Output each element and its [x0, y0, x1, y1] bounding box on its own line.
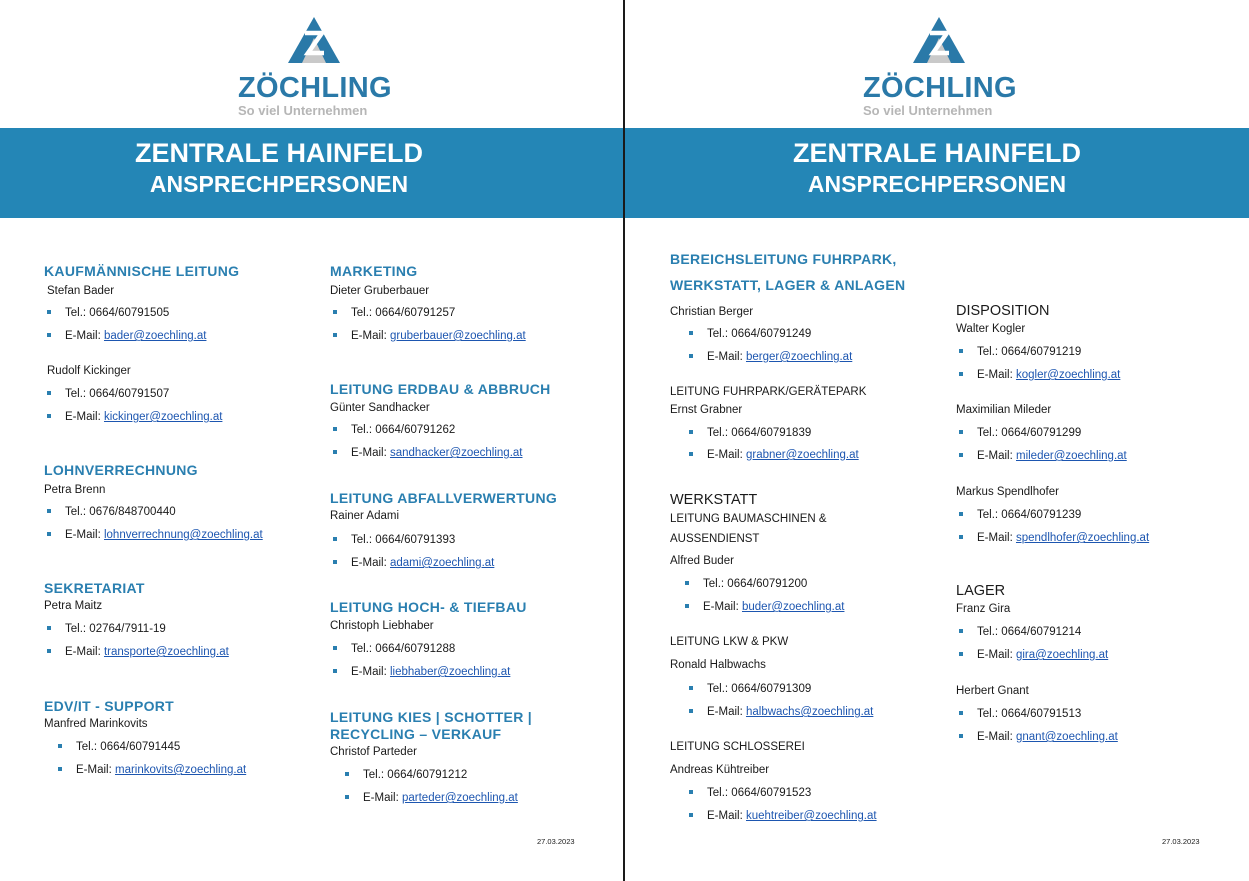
phone-line: Tel.: 0664/60791200: [685, 577, 807, 591]
bullet-icon: [47, 532, 51, 536]
email-line: E-Mail: buder@zoechling.at: [685, 600, 844, 614]
email-link[interactable]: gruberbauer@zoechling.at: [389, 330, 526, 342]
phone-line: Tel.: 0664/60791445: [58, 740, 180, 754]
bullet-icon: [47, 391, 51, 395]
contact-name: Petra Brenn: [44, 484, 106, 496]
email-link[interactable]: grabner@zoechling.at: [745, 449, 859, 461]
phone-number: 0664/60791393: [375, 534, 456, 546]
email-line: E-Mail: lohnverrechnung@zoechling.at: [47, 528, 263, 542]
document-page-right: [625, 0, 1249, 881]
section-heading-marketing: MARKETING: [330, 263, 418, 279]
section-heading-leitung-abfallverwertung: LEITUNG ABFALLVERWERTUNG: [330, 490, 558, 506]
email-link[interactable]: kuehtreiber@zoechling.at: [745, 810, 877, 822]
phone-number: 0664/60791505: [89, 307, 170, 319]
bullet-icon: [333, 646, 337, 650]
email-link[interactable]: lohnverrechnung@zoechling.at: [103, 529, 263, 541]
document-date: 27.03.2023: [537, 837, 575, 846]
bullet-icon: [959, 711, 963, 715]
contact-name: Rainer Adami: [330, 510, 400, 522]
bullet-icon: [345, 795, 349, 799]
email-line: E-Mail: bader@zoechling.at: [47, 329, 206, 343]
phone-number: 0664/60791523: [731, 787, 812, 799]
phone-number: 0664/60791839: [731, 427, 812, 439]
phone-line: Tel.: 0664/60791393: [333, 533, 455, 547]
phone-number: 0664/60791214: [1001, 626, 1082, 638]
phone-number: 0664/60791445: [100, 741, 181, 753]
bullet-icon: [689, 709, 693, 713]
email-link[interactable]: halbwachs@zoechling.at: [745, 706, 874, 718]
email-line: E-Mail: adami@zoechling.at: [333, 556, 494, 570]
zoechling-triangle-logo-icon: [911, 16, 967, 64]
phone-line: Tel.: 0664/60791839: [689, 426, 811, 440]
phone-line: Tel.: 0664/60791249: [689, 327, 811, 341]
phone-number: 0664/60791212: [387, 769, 468, 781]
phone-number: 0664/60791239: [1001, 509, 1082, 521]
section-heading-disposition: DISPOSITION: [956, 303, 1050, 319]
bullet-icon: [58, 744, 62, 748]
contact-name: Ernst Grabner: [670, 404, 743, 416]
email-line: E-Mail: liebhaber@zoechling.at: [333, 665, 510, 679]
banner-subtitle: ANSPRECHPERSONEN: [807, 171, 1067, 197]
email-line: E-Mail: halbwachs@zoechling.at: [689, 705, 873, 719]
phone-line: Tel.: 0664/60791214: [959, 625, 1081, 639]
email-line: E-Mail: kickinger@zoechling.at: [47, 410, 222, 424]
email-line: E-Mail: sandhacker@zoechling.at: [333, 446, 523, 460]
email-line: E-Mail: grabner@zoechling.at: [689, 448, 859, 462]
subsection-heading-aussendienst: AUSSENDIENST: [670, 533, 760, 545]
document-date: 27.03.2023: [1162, 837, 1200, 846]
contact-name: Christof Parteder: [330, 746, 417, 758]
contact-name: Christian Berger: [670, 306, 754, 318]
bullet-icon: [959, 349, 963, 353]
contact-name: Herbert Gnant: [956, 685, 1029, 697]
email-link[interactable]: sandhacker@zoechling.at: [389, 447, 523, 459]
zoechling-triangle-logo-icon: [286, 16, 342, 64]
subsection-heading-leitung-lkw-pkw: LEITUNG LKW & PKW: [670, 636, 789, 648]
email-link[interactable]: transporte@zoechling.at: [103, 646, 229, 658]
email-link[interactable]: kogler@zoechling.at: [1015, 369, 1121, 381]
phone-number: 0664/60791257: [375, 307, 456, 319]
banner-title: ZENTRALE HAINFELD: [793, 138, 1081, 168]
bullet-icon: [333, 427, 337, 431]
section-heading-werkstatt: WERKSTATT: [670, 492, 758, 508]
email-link[interactable]: adami@zoechling.at: [389, 557, 495, 569]
contact-name: Günter Sandhacker: [330, 402, 430, 414]
contact-name: Andreas Kühtreiber: [670, 764, 770, 776]
brand-name: ZÖCHLING: [863, 72, 1017, 104]
bullet-icon: [959, 535, 963, 539]
bullet-icon: [689, 813, 693, 817]
section-heading-sekretariat: SEKRETARIAT: [44, 580, 145, 596]
contact-name: Markus Spendlhofer: [956, 486, 1059, 498]
brand-tagline: So viel Unternehmen: [863, 103, 993, 118]
bullet-icon: [689, 430, 693, 434]
email-link[interactable]: mileder@zoechling.at: [1015, 450, 1127, 462]
email-link[interactable]: gira@zoechling.at: [1015, 649, 1109, 661]
phone-number: 0664/60791200: [727, 578, 808, 590]
contact-name: Rudolf Kickinger: [47, 365, 131, 377]
title-banner: [0, 128, 624, 218]
email-link[interactable]: parteder@zoechling.at: [401, 792, 518, 804]
phone-line: Tel.: 0664/60791299: [959, 426, 1081, 440]
bullet-icon: [959, 430, 963, 434]
bullet-icon: [345, 772, 349, 776]
bullet-icon: [959, 372, 963, 376]
section-heading-lager: LAGER: [956, 583, 1006, 599]
bullet-icon: [47, 509, 51, 513]
company-logo: [238, 16, 392, 118]
bullet-icon: [959, 629, 963, 633]
phone-line: Tel.: 0664/60791288: [333, 642, 455, 656]
title-banner: [625, 128, 1249, 218]
phone-number: 0664/60791219: [1001, 346, 1082, 358]
bullet-icon: [47, 310, 51, 314]
section-heading-leitung-kies-schotter: LEITUNG KIES | SCHOTTER |: [330, 709, 533, 725]
bullet-icon: [689, 331, 693, 335]
phone-line: Tel.: 0664/60791219: [959, 345, 1081, 359]
company-logo: [863, 16, 1017, 118]
bullet-icon: [959, 512, 963, 516]
bullet-icon: [47, 414, 51, 418]
bullet-icon: [685, 604, 689, 608]
section-heading-leitung-erdbau-abbruch: LEITUNG ERDBAU & ABBRUCH: [330, 381, 551, 397]
banner-subtitle: ANSPRECHPERSONEN: [149, 171, 409, 197]
email-link[interactable]: kickinger@zoechling.at: [103, 411, 223, 423]
contact-name: Franz Gira: [956, 603, 1011, 615]
subsection-heading-leitung-schlosserei: LEITUNG SCHLOSSEREI: [670, 741, 805, 753]
email-line: E-Mail: gira@zoechling.at: [959, 648, 1108, 662]
section-heading-lohnverrechnung: LOHNVERRECHNUNG: [44, 462, 198, 478]
contact-name: Alfred Buder: [670, 555, 734, 567]
bullet-icon: [333, 450, 337, 454]
bullet-icon: [959, 734, 963, 738]
bullet-icon: [685, 581, 689, 585]
phone-number: 0676/848700440: [89, 506, 176, 518]
email-link[interactable]: buder@zoechling.at: [741, 601, 845, 613]
section-heading-recycling-verkauf: RECYCLING – VERKAUF: [330, 726, 502, 742]
document-page-left: [0, 0, 624, 881]
bullet-icon: [47, 649, 51, 653]
email-link[interactable]: marinkovits@zoechling.at: [114, 764, 247, 776]
section-heading-bereichsleitung-fuhrpark: BEREICHSLEITUNG FUHRPARK,: [670, 251, 897, 267]
phone-line: Tel.: 0664/60791507: [47, 387, 169, 401]
phone-line: Tel.: 0664/60791309: [689, 682, 811, 696]
section-heading-leitung-hoch-tiefbau: LEITUNG HOCH- & TIEFBAU: [330, 599, 527, 615]
phone-line: Tel.: 0664/60791257: [333, 306, 455, 320]
phone-number: 0664/60791249: [731, 328, 812, 340]
phone-number: 0664/60791288: [375, 643, 456, 655]
bullet-icon: [689, 452, 693, 456]
contact-name: Stefan Bader: [47, 285, 115, 297]
email-link[interactable]: bader@zoechling.at: [103, 330, 207, 342]
email-line: E-Mail: spendlhofer@zoechling.at: [959, 531, 1149, 545]
phone-line: Tel.: 0676/848700440: [47, 505, 176, 519]
contact-name: Ronald Halbwachs: [670, 659, 766, 671]
banner-title: ZENTRALE HAINFELD: [135, 138, 423, 168]
email-line: E-Mail: gnant@zoechling.at: [959, 730, 1118, 744]
email-line: E-Mail: berger@zoechling.at: [689, 350, 852, 364]
bullet-icon: [959, 453, 963, 457]
brand-tagline: So viel Unternehmen: [238, 103, 368, 118]
bullet-icon: [333, 669, 337, 673]
phone-number: 0664/60791513: [1001, 708, 1082, 720]
email-line: E-Mail: transporte@zoechling.at: [47, 645, 229, 659]
subsection-heading-leitung-baumaschinen: LEITUNG BAUMASCHINEN &: [670, 513, 827, 525]
phone-line: Tel.: 0664/60791239: [959, 508, 1081, 522]
contact-name: Dieter Gruberbauer: [330, 285, 430, 297]
phone-number: 0664/60791299: [1001, 427, 1082, 439]
email-link[interactable]: spendlhofer@zoechling.at: [1015, 532, 1150, 544]
phone-line: Tel.: 02764/7911-19: [47, 622, 166, 636]
bullet-icon: [689, 354, 693, 358]
email-line: E-Mail: marinkovits@zoechling.at: [58, 763, 246, 777]
phone-number: 0664/60791262: [375, 424, 456, 436]
bullet-icon: [47, 333, 51, 337]
contact-name: Manfred Marinkovits: [44, 718, 148, 730]
email-line: E-Mail: gruberbauer@zoechling.at: [333, 329, 526, 343]
contact-name: Maximilian Mileder: [956, 404, 1052, 416]
subsection-heading-leitung-fuhrpark: LEITUNG FUHRPARK/GERÄTEPARK: [670, 386, 867, 398]
contact-name: Christoph Liebhaber: [330, 620, 434, 632]
bullet-icon: [333, 560, 337, 564]
phone-number: 0664/60791507: [89, 388, 170, 400]
bullet-icon: [689, 790, 693, 794]
section-heading-werkstatt-lager-anlagen: WERKSTATT, LAGER & ANLAGEN: [670, 277, 906, 293]
email-line: E-Mail: parteder@zoechling.at: [345, 791, 518, 805]
phone-line: Tel.: 0664/60791523: [689, 786, 811, 800]
bullet-icon: [333, 333, 337, 337]
bullet-icon: [47, 626, 51, 630]
email-link[interactable]: gnant@zoechling.at: [1015, 731, 1118, 743]
phone-line: Tel.: 0664/60791505: [47, 306, 169, 320]
bullet-icon: [333, 537, 337, 541]
bullet-icon: [58, 767, 62, 771]
email-link[interactable]: berger@zoechling.at: [745, 351, 853, 363]
phone-line: Tel.: 0664/60791262: [333, 423, 455, 437]
email-line: E-Mail: mileder@zoechling.at: [959, 449, 1127, 463]
bullet-icon: [689, 686, 693, 690]
bullet-icon: [959, 652, 963, 656]
contact-name: Walter Kogler: [956, 323, 1026, 335]
phone-line: Tel.: 0664/60791513: [959, 707, 1081, 721]
phone-line: Tel.: 0664/60791212: [345, 768, 467, 782]
email-line: E-Mail: kuehtreiber@zoechling.at: [689, 809, 877, 823]
email-link[interactable]: liebhaber@zoechling.at: [389, 666, 511, 678]
section-heading-kaufmaennische-leitung: KAUFMÄNNISCHE LEITUNG: [44, 263, 240, 279]
phone-number: 02764/7911-19: [89, 623, 166, 635]
contact-name: Petra Maitz: [44, 600, 103, 612]
email-line: E-Mail: kogler@zoechling.at: [959, 368, 1120, 382]
section-heading-edv-it-support: EDV/IT - SUPPORT: [44, 698, 175, 714]
brand-name: ZÖCHLING: [238, 72, 392, 104]
bullet-icon: [333, 310, 337, 314]
phone-number: 0664/60791309: [731, 683, 812, 695]
